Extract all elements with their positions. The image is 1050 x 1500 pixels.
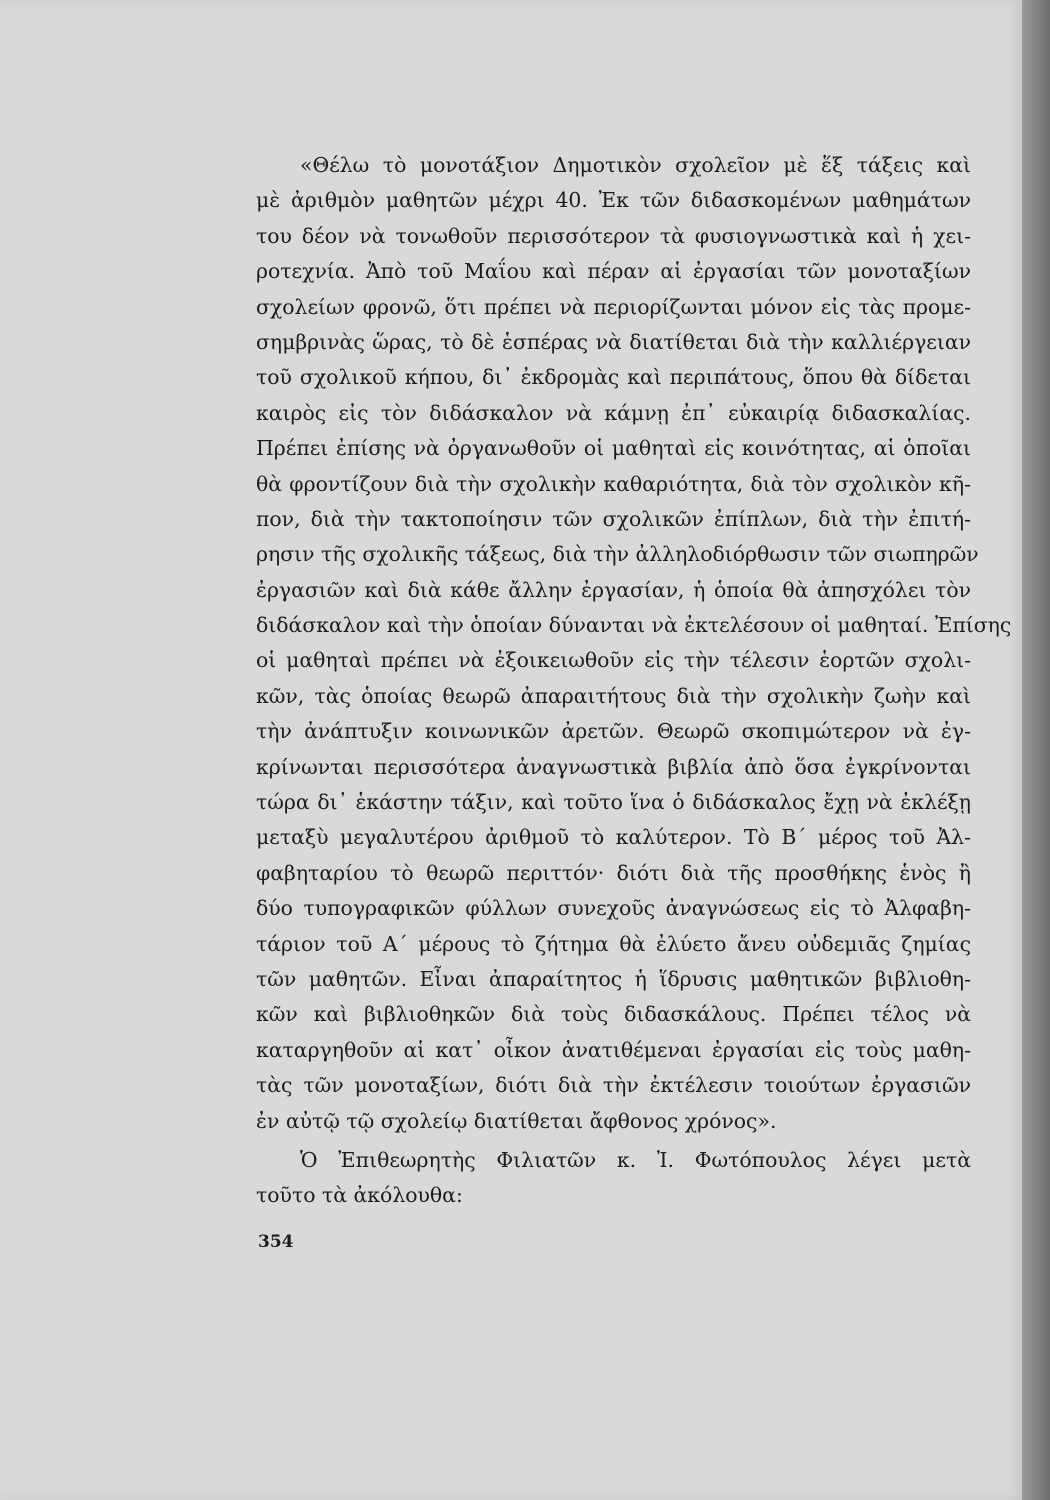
text-line: μὲ ἀριθμὸν μαθητῶν μέχρι 40. Ἐκ τῶν διδασκομένων μαθημάτων [256,188,971,213]
text-line: οἱ μαθηταὶ πρέπει νὰ ἐξοικειωθοῦν εἰς τὴν τέλεσιν ἑορτῶν σχολι- [256,648,971,673]
text-line: Ὁ Ἐπιθεωρητὴς Φιλιατῶν κ. Ἰ. Φωτόπουλος λέγει μετὰ [300,1147,971,1172]
text-line: φαβηταρίου τὸ θεωρῶ περιττόν· διότι διὰ τῆς προσθήκης ἑνὸς ἢ [256,860,971,885]
text-line: τοῦτο τὰ ἀκόλουθα: [256,1183,463,1208]
text-line: τάριον τοῦ Α΄ μέρους τὸ ζήτημα θὰ ἐλύετο ἄνευ οὐδεμιᾶς ζημίας [256,931,971,956]
text-line: του δέον νὰ τονωθοῦν περισσότερον τὰ φυσιογνωστικὰ καὶ ἡ χει- [256,223,971,248]
page-number: 354 [258,1232,294,1252]
text-line: μεταξὺ μεγαλυτέρου ἀριθμοῦ τὸ καλύτερον. Τὸ Β΄ μέρος τοῦ Ἀλ- [256,825,971,850]
text-line: ἐργασιῶν καὶ διὰ κάθε ἄλλην ἐργασίαν, ἡ ὁποία θὰ ἀπησχόλει τὸν [256,577,971,602]
text-line: τὰς τῶν μονοταξίων, διότι διὰ τὴν ἐκτέλεσιν τοιούτων ἐργασιῶν [256,1073,971,1098]
text-line: κρίνωνται περισσότερα ἀναγνωστικὰ βιβλία ἀπὸ ὅσα ἐγκρίνονται [256,754,971,779]
text-line: τῶν μαθητῶν. Εἶναι ἀπαραίτητος ἡ ἵδρυσις μαθητικῶν βιβλιοθη- [256,966,971,991]
text-line: θὰ φροντίζουν διὰ τὴν σχολικὴν καθαριότητα, διὰ τὸν σχολικὸν κῆ- [256,471,971,496]
text-line: δύο τυπογραφικῶν φύλλων συνεχοῦς ἀναγνώσεως εἰς τὸ Ἀλφαβη- [256,896,971,921]
text-line: τώρα δι᾽ ἑκάστην τάξιν, καὶ τοῦτο ἵνα ὁ διδάσκαλος ἔχῃ νὰ ἐκλέξῃ [256,790,971,815]
text-line: σχολείων φρονῶ, ὅτι πρέπει νὰ περιορίζωνται μόνον εἰς τὰς προμε- [256,294,971,319]
paragraph-1 [256,148,1012,1139]
text-line: κῶν καὶ βιβλιοθηκῶν διὰ τοὺς διδασκάλους. Πρέπει τέλος νὰ [256,1002,971,1027]
text-line: καταργηθοῦν αἱ κατ᾽ οἶκον ἀνατιθέμεναι ἐργασίαι εἰς τοὺς μαθη- [256,1037,971,1062]
text-line: σημβρινὰς ὥρας, τὸ δὲ ἑσπέρας νὰ διατίθεται διὰ τὴν καλλιέργειαν [256,329,971,354]
text-line: ροτεχνία. Ἀπὸ τοῦ Μαΐου καὶ πέραν αἱ ἐργασίαι τῶν μονοταξίων [256,259,971,284]
page-edge-shadow [1022,0,1050,1500]
text-line: τοῦ σχολικοῦ κήπου, δι᾽ ἐκδρομὰς καὶ περιπάτους, ὅπου θὰ δίδεται [256,365,971,390]
text-line: κῶν, τὰς ὁποίας θεωρῶ ἀπαραιτήτους διὰ τὴν σχολικὴν ζωὴν καὶ [256,683,971,708]
text-line: ἐν αὐτῷ τῷ σχολείῳ διατίθεται ἄφθονος χρόνος». [256,1108,777,1133]
text-line: διδάσκαλον καὶ τὴν ὁποίαν δύνανται νὰ ἐκτελέσουν οἱ μαθηταί. Ἐπίσης [256,613,1012,638]
body-text [256,148,1012,1214]
text-line: Πρέπει ἐπίσης νὰ ὀργανωθοῦν οἱ μαθηταὶ εἰς κοινότητας, αἱ ὁποῖαι [256,436,971,461]
paragraph-2 [256,1143,971,1214]
text-line: ρησιν τῆς σχολικῆς τάξεως, διὰ τὴν ἀλληλοδιόρθωσιν τῶν σιωπηρῶν [256,542,979,567]
text-line: καιρὸς εἰς τὸν διδάσκαλον νὰ κάμνῃ ἐπ᾽ εὐκαιρίᾳ διδασκαλίας. [256,400,971,425]
text-line: πον, διὰ τὴν τακτοποίησιν τῶν σχολικῶν ἐπίπλων, διὰ τὴν ἐπιτή- [256,506,971,531]
text-line: «Θέλω τὸ μονοτάξιον Δημοτικὸν σχολεῖον μὲ ἕξ τάξεις καὶ [300,153,971,177]
text-line: τὴν ἀνάπτυξιν κοινωνικῶν ἀρετῶν. Θεωρῶ σκοπιμώτερον νὰ ἐγ- [256,719,971,744]
